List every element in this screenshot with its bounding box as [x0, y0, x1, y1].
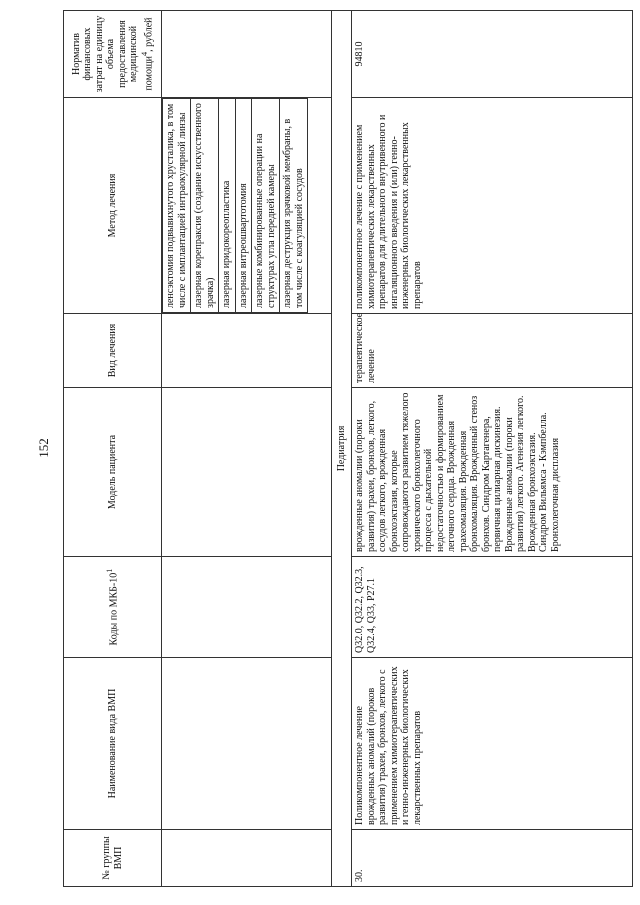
vmp-table — [63, 10, 633, 887]
section-row — [332, 11, 352, 887]
table-row — [352, 11, 633, 887]
header-norm: Норматив финансовых затрат на единицу объема предоставления медицинской помощи$^4$, рублей — [64, 11, 162, 98]
method-item: лазерная витреошвартотомия — [235, 99, 252, 313]
header-method: Метод лечения — [64, 98, 162, 314]
method-item: лазерная иридокореопластика — [219, 99, 236, 313]
header-type: Вид лечения — [64, 314, 162, 388]
header-model: Модель пациента — [64, 388, 162, 557]
continued-methods-cell — [162, 98, 332, 314]
method-item: лазерные комбинированные операции на структурах угла передней камеры — [252, 99, 280, 313]
header-row — [64, 11, 162, 887]
method-item: лазерная деструкция зрачковой мембраны, в том числе с коагуляцией сосудов — [280, 99, 308, 313]
header-codes: Коды по МКБ-$10^1$ — [64, 557, 162, 658]
continued-methods-list — [162, 98, 308, 313]
continued-row — [162, 11, 332, 887]
header-name: Наименование вида ВМП — [64, 658, 162, 830]
row-number: 30. — [352, 830, 633, 887]
row-treatment-method: поликомпонентное лечение с применением химиотерапевтических лекарственных препаратов для длительного внутривенного и ингаляционного введения и (или) генно-инженерных биологических лекарственных препаратов — [352, 98, 633, 314]
row-vmp-name: Поликомпонентное лечение врожденных аномалий (пороков развития) трахеи, бронхов, легкого с применением химиотерапевтических и генно-инженерных биологических лекарственных препаратов — [352, 658, 633, 830]
method-item: ленсэктомия подвывихнутого хрусталика, в том числе с имплантацией интраокулярной линзы — [163, 99, 191, 313]
row-treatment-type: терапевтическое лечение — [352, 314, 633, 388]
row-norm: 94810 — [352, 11, 633, 98]
section-title: Педиатрия — [332, 11, 352, 887]
row-codes: Q32.0, Q32.2, Q32.3, Q32.4, Q33, P27.1 — [352, 557, 633, 658]
page-number: 152 — [36, 438, 51, 458]
row-patient-model: врожденные аномалии (пороки развития) трахеи, бронхов, легкого, сосудов легкого, врожденная бронхоэктазия, которые сопровождаются развитием тяжелого хронического бронхолегочного процесса с дыхательной недостаточностью и формированием легочного сердца. Врожденная трахеомаляция. Врожденная бронхомаляция. Врожденный стеноз бронхов. Синдром Картагенера, первичная цилиарная дискинезия. Врожденные аномалии (пороки развития) легкого. Агенезия легкого. Врожденная бронхоэктазия. Синдром Вильямса - Кэмпбелла. Бронхолегочная дисплазия — [352, 388, 633, 557]
method-item: лазерная корепраксия (создание искусственного зрачка) — [191, 99, 219, 313]
header-group: № группы ВМП — [64, 830, 162, 887]
